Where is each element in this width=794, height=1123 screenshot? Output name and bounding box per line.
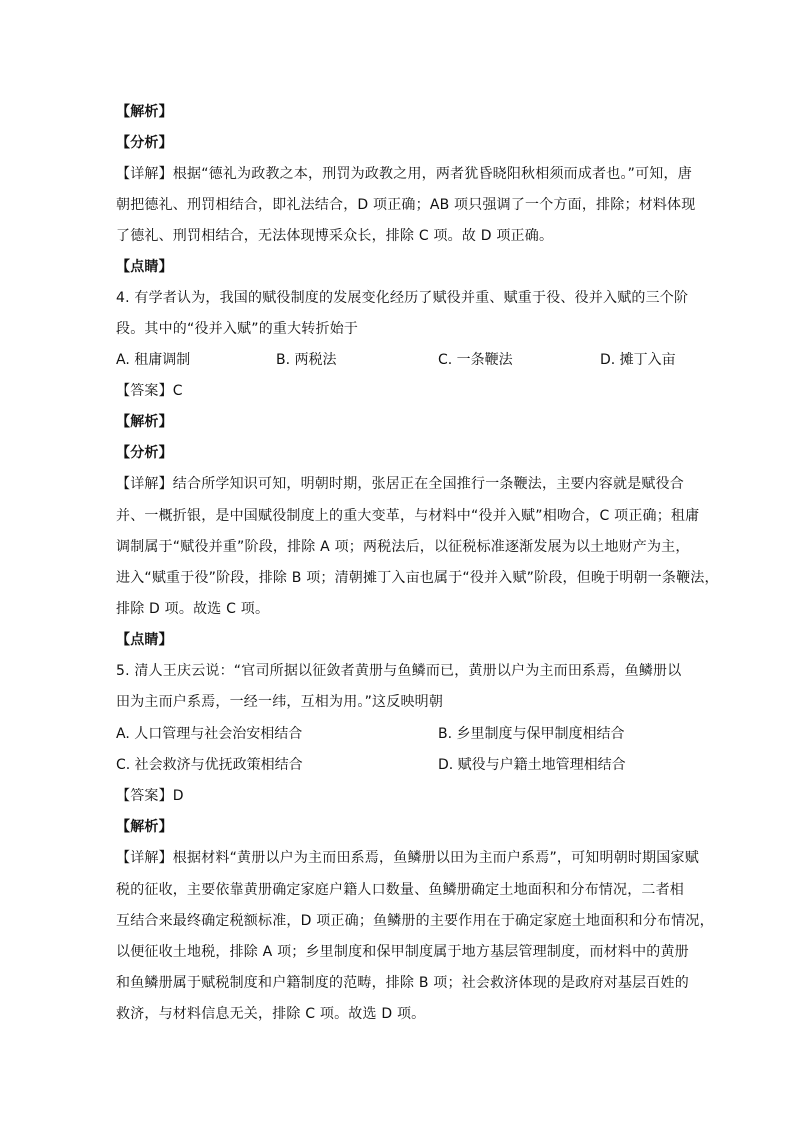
q4-xiangjie-line-4: 进入“赋重于役”阶段，排除 B 项；清朝摊丁入亩也属于“役并入赋”阶段，但晚于明朝一条鞭法， bbox=[116, 570, 719, 586]
q4-option-a: A. 租庸调制 bbox=[116, 352, 191, 368]
q5-jiexi-label: 【解析】 bbox=[116, 819, 173, 835]
q5-xiangjie-line-2: 税的征收，主要依靠黄册确定家庭户籍人口数量、鱼鳞册确定土地面积和分布情况，二者相 bbox=[116, 882, 684, 898]
q4-option-c: C. 一条鞭法 bbox=[438, 352, 513, 368]
q4-xiangjie-line-5: 排除 D 项。故选 C 项。 bbox=[116, 601, 270, 617]
q4-option-d: D. 摊丁入亩 bbox=[600, 352, 676, 368]
q5-answer: 【答案】D bbox=[116, 788, 184, 804]
q5-option-b: B. 乡里制度与保甲制度相结合 bbox=[438, 726, 625, 742]
q3-fenxi-label: 【分析】 bbox=[116, 135, 173, 151]
q3-xiangjie-line-1: 【详解】根据“德礼为政教之本，刑罚为政教之用，两者犹昏晓阳秋相须而成者也。”可知，唐 bbox=[116, 166, 692, 182]
q4-xiangjie-line-3: 调制属于“赋役并重”阶段，排除 A 项；两税法后，以征税标准逐渐发展为以土地财产为主， bbox=[116, 539, 690, 555]
q4-answer: 【答案】C bbox=[116, 383, 183, 399]
q4-dianjing-label: 【点睛】 bbox=[116, 632, 173, 648]
q3-dianjing-label: 【点睛】 bbox=[116, 259, 173, 275]
q4-jiexi-label: 【解析】 bbox=[116, 414, 173, 430]
q4-option-b: B. 两税法 bbox=[276, 352, 337, 368]
q5-stem-line-2: 田为主而户系焉，一经一纬，互相为用。”这反映明朝 bbox=[116, 694, 444, 710]
q3-xiangjie-line-3: 了德礼、刑罚相结合，无法体现博采众长，排除 C 项。故 D 项正确。 bbox=[116, 228, 554, 244]
q5-option-a: A. 人口管理与社会治安相结合 bbox=[116, 726, 303, 742]
q5-xiangjie-line-5: 和鱼鳞册属于赋税制度和户籍制度的范畴，排除 B 项；社会救济体现的是政府对基层百姓的 bbox=[116, 975, 689, 991]
q5-xiangjie-line-4: 以便征收土地税，排除 A 项；乡里制度和保甲制度属于地方基层管理制度，而材料中的黄册 bbox=[116, 944, 689, 960]
q4-xiangjie-line-1: 【详解】结合所学知识可知，明朝时期，张居正在全国推行一条鞭法，主要内容就是赋役合 bbox=[116, 476, 684, 492]
q4-xiangjie-line-2: 并、一概折银，是中国赋役制度上的重大变革，与材料中“役并入赋”相吻合，C 项正确；租庸 bbox=[116, 508, 700, 524]
q3-xiangjie-line-2: 朝把德礼、刑罚相结合，即礼法结合，D 项正确；AB 项只强调了一个方面，排除；材料体现 bbox=[116, 197, 696, 213]
q3-jiexi-label: 【解析】 bbox=[116, 104, 173, 120]
q5-option-d: D. 赋役与户籍土地管理相结合 bbox=[438, 757, 626, 773]
q5-xiangjie-line-3: 互结合来最终确定税额标准，D 项正确；鱼鳞册的主要作用在于确定家庭土地面积和分布情况， bbox=[116, 913, 714, 929]
q4-stem-line-2: 段。其中的“役并入赋”的重大转折始于 bbox=[116, 321, 359, 337]
q5-xiangjie-line-6: 救济，与材料信息无关，排除 C 项。故选 D 项。 bbox=[116, 1006, 426, 1022]
q5-stem-line-1: 5. 清人王庆云说：“官司所据以征敛者黄册与鱼鳞而已，黄册以户为主而田系焉，鱼鳞册以 bbox=[116, 663, 682, 679]
q5-option-c: C. 社会救济与优抚政策相结合 bbox=[116, 757, 303, 773]
q4-stem-line-1: 4. 有学者认为，我国的赋役制度的发展变化经历了赋役并重、赋重于役、役并入赋的三个阶 bbox=[116, 290, 689, 306]
q5-xiangjie-line-1: 【详解】根据材料“黄册以户为主而田系焉，鱼鳞册以田为主而户系焉”，可知明朝时期国家赋 bbox=[116, 850, 699, 866]
q4-fenxi-label: 【分析】 bbox=[116, 445, 173, 461]
